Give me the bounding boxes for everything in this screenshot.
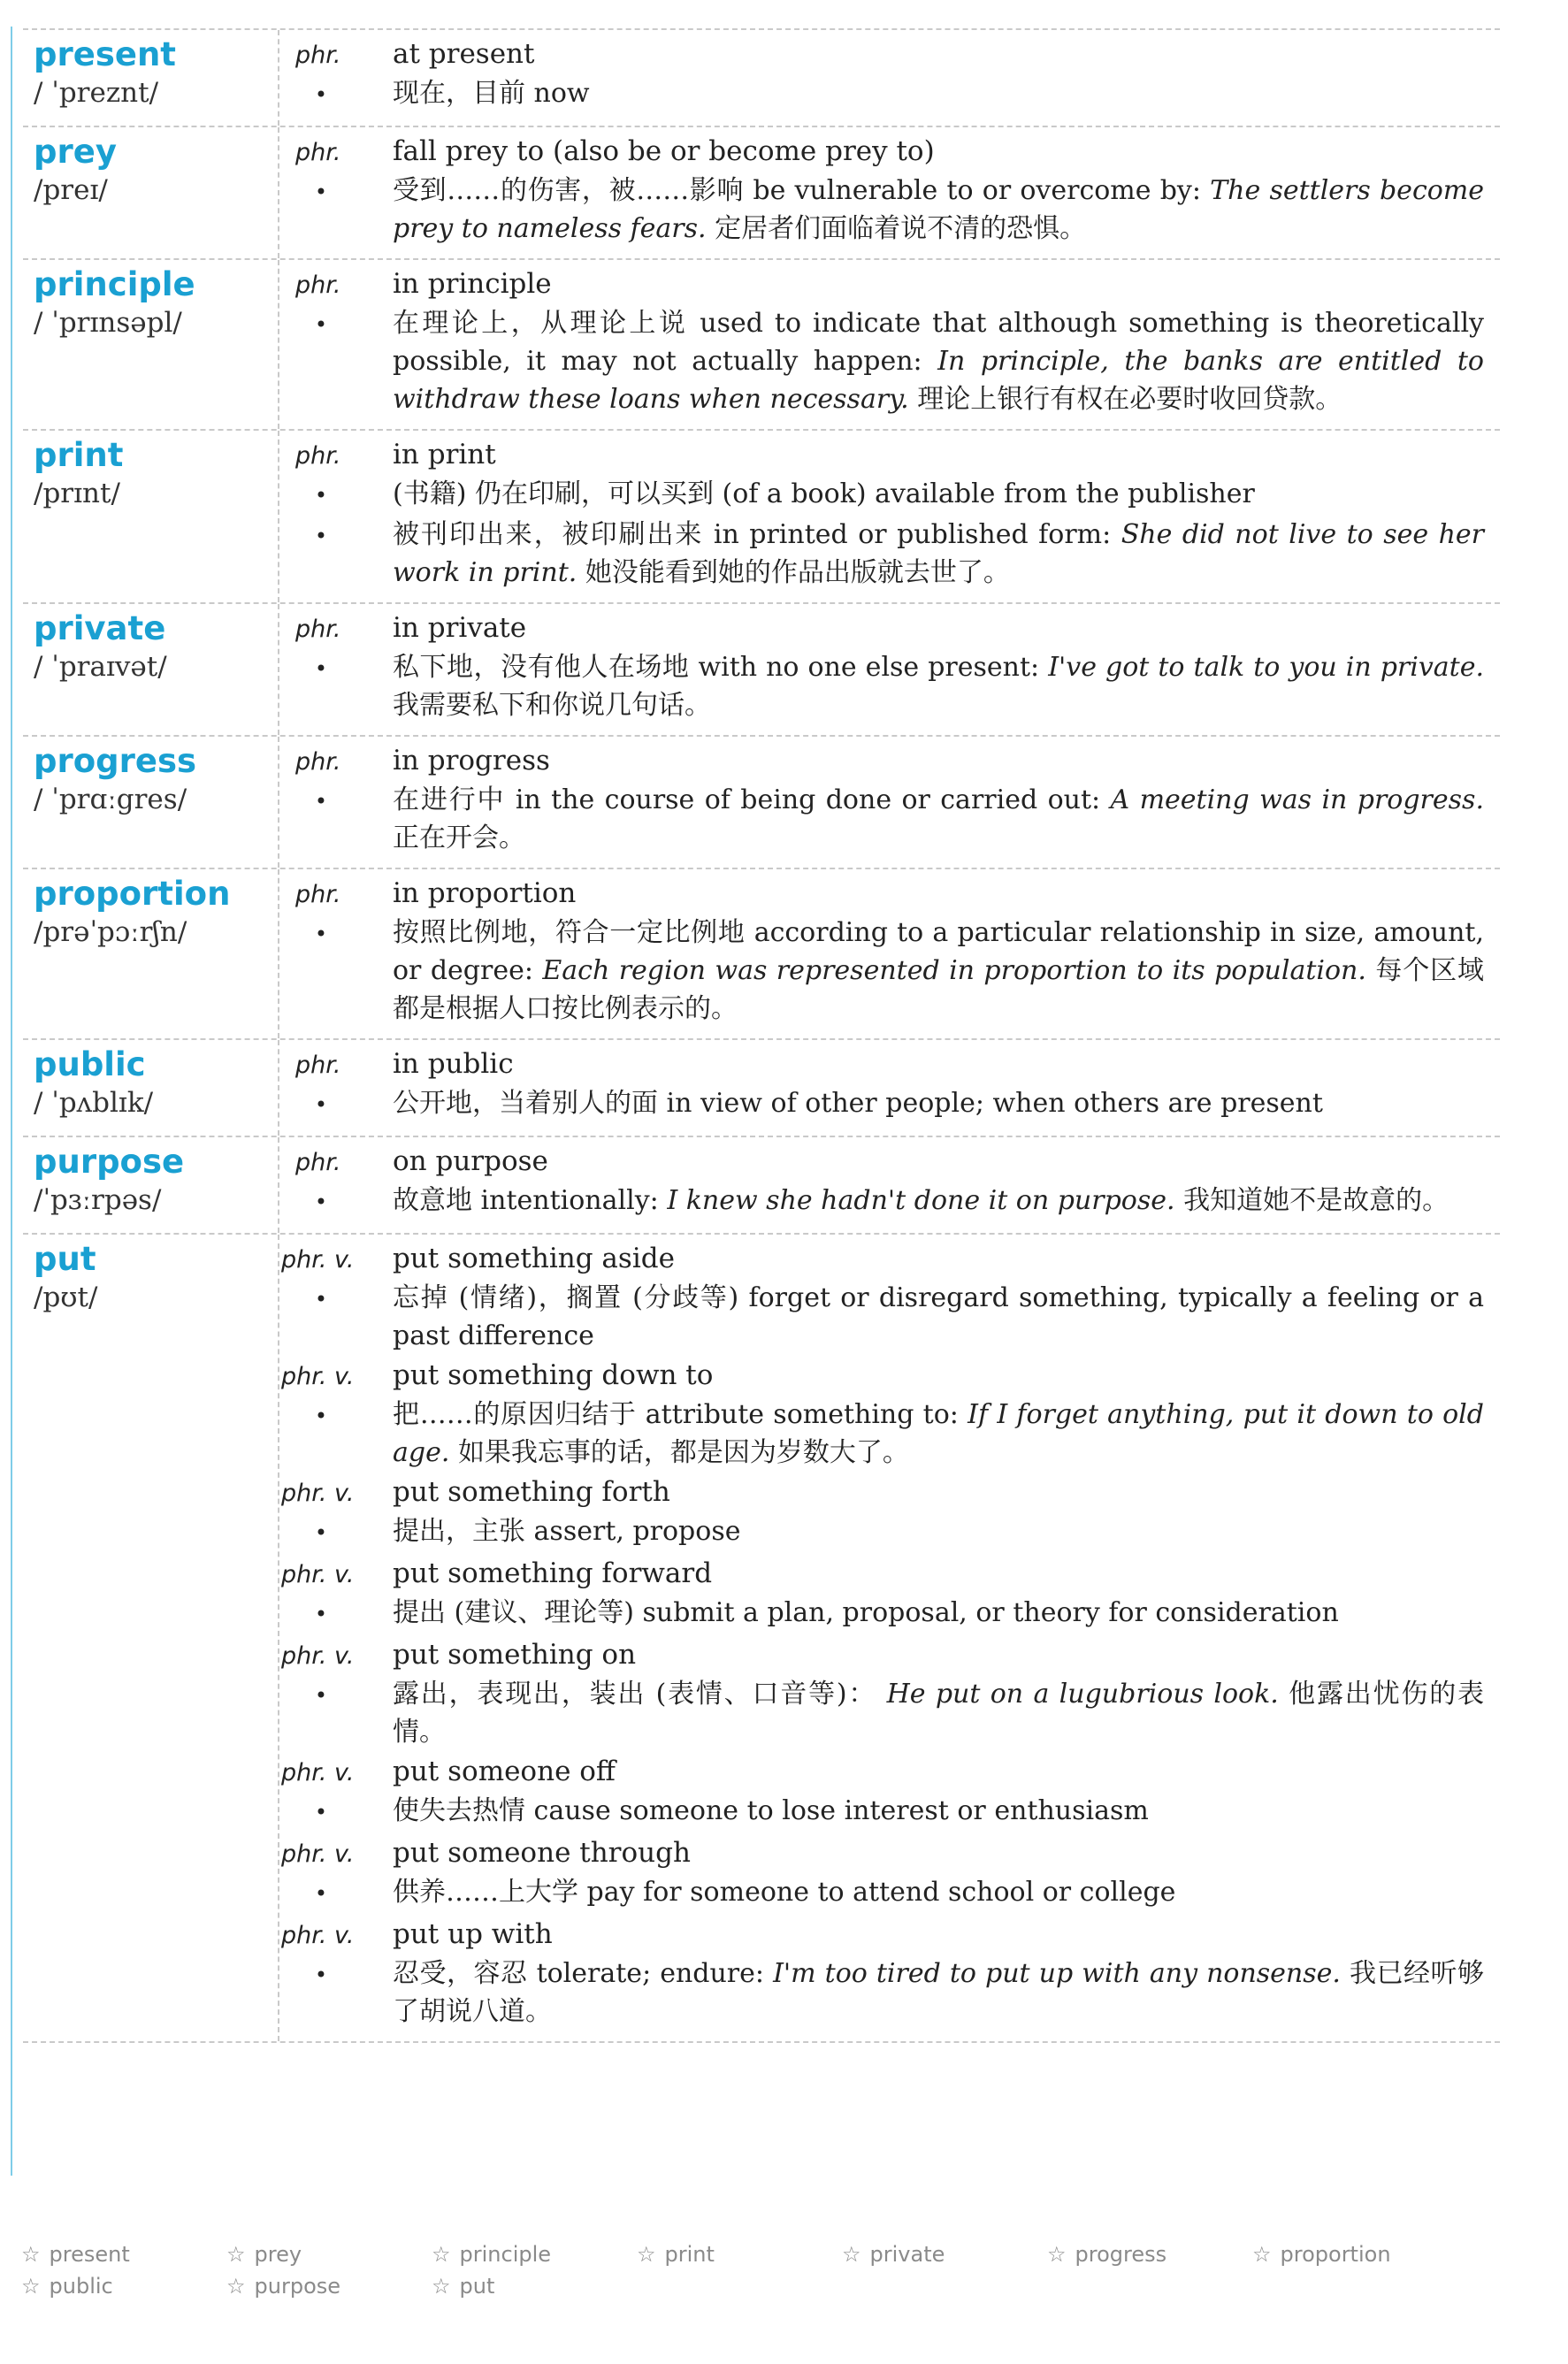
sense-block [290, 608, 1484, 724]
star-icon: ☆ [226, 2242, 246, 2267]
headword: present [34, 35, 176, 73]
example-sentence: Each region was represented in proportion to its population. [542, 955, 1366, 986]
definition [393, 1396, 1484, 1472]
headword-cell [23, 260, 279, 429]
part-of-speech-label: phr. [295, 881, 341, 908]
sense-block [281, 1472, 1484, 1553]
word-index-row [21, 2274, 1525, 2306]
star-icon: ☆ [432, 2274, 451, 2299]
entry-row [23, 1040, 1500, 1137]
bullet-icon: • [314, 789, 328, 814]
definition-english: be vulnerable to or overcome by: [753, 175, 1201, 206]
phrase: in principle [393, 268, 552, 300]
example-translation: 他露出忧伤的表情。 [393, 1679, 1484, 1748]
headword-cell [23, 127, 279, 258]
definition [393, 1512, 1484, 1550]
definition-chinese: 私下地，没有他人在场地 [393, 652, 690, 683]
headword: public [34, 1045, 146, 1083]
definition-english: in the course of being done or carried out: [515, 784, 1101, 815]
definition-cell [279, 30, 1500, 126]
headword: proportion [34, 875, 231, 913]
phrase: put something down to [393, 1359, 714, 1391]
pronunciation: / ˈprɪnsəpl/ [34, 307, 182, 339]
word-index-label: private [869, 2242, 945, 2267]
definition [393, 1675, 1484, 1751]
word-index-label: purpose [254, 2274, 341, 2299]
pronunciation: /preɪ/ [34, 174, 108, 206]
bullet-icon: • [314, 656, 328, 681]
entry-row [23, 30, 1500, 127]
definition-chinese: 露出，表现出，装出 (表情、口音等)： [393, 1679, 877, 1710]
definition-english: in view of other people; when others are present [666, 1088, 1323, 1119]
star-icon: ☆ [21, 2274, 41, 2299]
part-of-speech-label: phr. [295, 42, 341, 69]
example-translation: 她没能看到她的作品出版就去世了。 [585, 557, 1010, 588]
definition [393, 1182, 1484, 1220]
phrase: put something forth [393, 1476, 670, 1508]
headword: purpose [34, 1143, 185, 1181]
example-translation: 正在开会。 [393, 822, 525, 853]
definition-chinese: 忘掉 (情绪)，搁置 (分歧等) [393, 1282, 739, 1313]
headword-cell [23, 604, 279, 735]
phrase: at present [393, 38, 535, 70]
bullet-icon: • [314, 1092, 328, 1117]
definition-cell [279, 127, 1500, 258]
star-icon: ☆ [1047, 2242, 1067, 2267]
phrase: put up with [393, 1918, 553, 1950]
definition-english: pay for someone to attend school or college [586, 1877, 1176, 1908]
example-sentence: She did not live to see her work in print. [393, 519, 1484, 588]
headword-cell [23, 737, 279, 868]
phrase: in public [393, 1048, 514, 1080]
bullet-icon: • [314, 1602, 328, 1626]
sense-block [290, 873, 1484, 1028]
definition-chinese: 现在，目前 [393, 78, 525, 109]
part-of-speech-label: phr. v. [281, 1363, 355, 1390]
word-index-item [432, 2242, 637, 2274]
phrase: in print [393, 439, 496, 471]
word-index-item [1252, 2242, 1457, 2274]
bullet-icon: • [314, 922, 328, 946]
headword-cell [23, 30, 279, 126]
phrase: on purpose [393, 1145, 548, 1177]
pronunciation: / ˈpraɪvət/ [34, 651, 167, 683]
word-index-item [21, 2274, 226, 2306]
definition-chinese: (书籍) 仍在印刷，可以买到 [393, 478, 714, 509]
phrase: in private [393, 612, 527, 644]
part-of-speech-label: phr. v. [281, 1561, 355, 1588]
sense-block [281, 1553, 1484, 1634]
definition-cell [279, 431, 1500, 602]
part-of-speech-label: phr. v. [281, 1246, 355, 1274]
dictionary-list [23, 28, 1500, 2043]
definition-english: now [533, 78, 590, 109]
star-icon: ☆ [432, 2242, 451, 2267]
part-of-speech-label: phr. v. [281, 1642, 355, 1670]
example-translation: 定居者们面临着说不清的恐惧。 [715, 213, 1087, 244]
sense-block [290, 434, 1484, 592]
word-index-label: public [49, 2274, 113, 2299]
phrase: put someone through [393, 1837, 691, 1869]
definition-chinese: 忍受，容忍 [393, 1958, 528, 1989]
sense-block [290, 740, 1484, 857]
example-sentence: The settlers become prey to nameless fears. [393, 175, 1485, 244]
definition [393, 1594, 1484, 1632]
bullet-icon: • [314, 180, 328, 204]
headword-cell [23, 431, 279, 602]
part-of-speech-label: phr. [295, 139, 341, 166]
definition [393, 648, 1484, 724]
entry-row [23, 1137, 1500, 1235]
definition [393, 1792, 1484, 1830]
definition [393, 914, 1484, 1028]
word-index-label: print [664, 2242, 715, 2267]
bullet-icon: • [314, 1800, 328, 1825]
example-sentence: He put on a lugubrious look. [886, 1679, 1279, 1710]
entry-row [23, 604, 1500, 737]
star-icon: ☆ [21, 2242, 41, 2267]
word-index-item [432, 2274, 637, 2306]
definition-cell [279, 1137, 1500, 1233]
phrase: fall prey to (also be or become prey to) [393, 135, 935, 167]
definition-cell [279, 1235, 1500, 2041]
sense-block [290, 1044, 1484, 1125]
example-sentence: I knew she hadn't done it on purpose. [667, 1185, 1175, 1216]
word-index-item [226, 2274, 432, 2306]
pronunciation: / ˈprɑːgres/ [34, 784, 187, 815]
pronunciation: / ˈpreznt/ [34, 77, 159, 109]
word-index-label: principle [459, 2242, 552, 2267]
example-translation: 我需要私下和你说几句话。 [393, 690, 711, 721]
definition-english: in printed or published form: [713, 519, 1112, 550]
definition [393, 516, 1484, 592]
phrase: put something forward [393, 1557, 713, 1589]
sense-block [281, 1832, 1484, 1914]
bullet-icon: • [314, 1962, 328, 1987]
headword: principle [34, 265, 195, 303]
definition-chinese: 提出，主张 [393, 1516, 525, 1547]
entry-row [23, 1235, 1500, 2043]
star-icon: ☆ [1252, 2242, 1272, 2267]
definition [393, 172, 1484, 248]
sense-block [281, 1634, 1484, 1751]
pronunciation: /pʊt/ [34, 1281, 98, 1313]
star-icon: ☆ [842, 2242, 861, 2267]
phrase: in proportion [393, 877, 577, 909]
definition-chinese: 在进行中 [393, 784, 506, 815]
sense-block [290, 1141, 1484, 1222]
example-sentence: If I forget anything, put it down to old age. [393, 1399, 1484, 1468]
definition-english: with no one else present: [698, 652, 1040, 683]
part-of-speech-label: phr. [295, 616, 341, 643]
word-index-label: put [459, 2274, 495, 2299]
word-index-label: present [49, 2242, 130, 2267]
definition-english: used to indicate that although something is theoretically possible, it may not actually happen: [393, 308, 1484, 377]
example-sentence: In principle, the banks are entitled to withdraw these loans when necessary. [393, 346, 1484, 415]
pronunciation: / ˈpʌblɪk/ [34, 1087, 154, 1119]
bullet-icon: • [314, 1881, 328, 1906]
definition [393, 1279, 1484, 1355]
definition-cell [279, 604, 1500, 735]
example-translation: 我知道她不是故意的。 [1183, 1185, 1449, 1216]
definition-cell [279, 869, 1500, 1038]
phrase: put something aside [393, 1243, 675, 1274]
bullet-icon: • [314, 1683, 328, 1708]
sense-block [281, 1238, 1484, 1355]
definition-english: cause someone to lose interest or enthusiasm [533, 1795, 1149, 1826]
definition-english: tolerate; endure: [536, 1958, 765, 1989]
pronunciation: /ˈpɜːrpəs/ [34, 1184, 162, 1216]
phrase: put someone off [393, 1756, 616, 1787]
definition-chinese: 被刊印出来，被印刷出来 [393, 519, 704, 550]
pronunciation: /prəˈpɔːrʃn/ [34, 916, 187, 948]
definition-cell [279, 1040, 1500, 1136]
headword: progress [34, 742, 197, 780]
sense-block [290, 34, 1484, 115]
example-sentence: I'm too tired to put up with any nonsense. [773, 1958, 1341, 1989]
definition-chinese: 受到……的伤害，被……影响 [393, 175, 745, 206]
bullet-icon: • [314, 1287, 328, 1312]
word-index-item [637, 2242, 842, 2274]
word-index-label: prey [254, 2242, 302, 2267]
part-of-speech-label: phr. v. [281, 1922, 355, 1949]
definition [393, 475, 1484, 513]
word-index-item [842, 2242, 1047, 2274]
part-of-speech-label: phr. [295, 442, 341, 470]
word-index-item [226, 2242, 432, 2274]
bullet-icon: • [314, 1404, 328, 1428]
definition [393, 781, 1484, 857]
sense-block [281, 1355, 1484, 1472]
definition [393, 1955, 1484, 2031]
definition [393, 1873, 1484, 1911]
headword: print [34, 436, 124, 474]
left-margin-rule [11, 27, 12, 2176]
definition [393, 304, 1484, 418]
pronunciation: /prɪnt/ [34, 478, 120, 509]
headword-cell [23, 869, 279, 1038]
bullet-icon: • [314, 312, 328, 337]
part-of-speech-label: phr. [295, 1052, 341, 1079]
definition-chinese: 把……的原因归结于 [393, 1399, 637, 1430]
part-of-speech-label: phr. v. [281, 1840, 355, 1868]
definition-chinese: 在理论上，从理论上说 [393, 308, 689, 339]
definition-chinese: 公开地，当着别人的面 [393, 1088, 658, 1119]
definition-english: assert, propose [533, 1516, 741, 1547]
phrase: put something on [393, 1639, 637, 1671]
bullet-icon: • [314, 1190, 328, 1214]
entry-row [23, 127, 1500, 260]
headword: private [34, 609, 166, 647]
headword: prey [34, 133, 117, 171]
word-index-item [1047, 2242, 1252, 2274]
word-index-item [21, 2242, 226, 2274]
bullet-icon: • [314, 483, 328, 508]
bullet-icon: • [314, 1520, 328, 1545]
definition-english: attribute something to: [645, 1399, 959, 1430]
definition-chinese: 供养……上大学 [393, 1877, 578, 1908]
entry-row [23, 869, 1500, 1040]
definition-english: submit a plan, proposal, or theory for consideration [642, 1597, 1339, 1628]
example-sentence: I've got to talk to you in private. [1048, 652, 1485, 683]
word-index-row [21, 2242, 1525, 2274]
word-index-label: progress [1075, 2242, 1167, 2267]
definition-cell [279, 260, 1500, 429]
definition-chinese: 按照比例地，符合一定比例地 [393, 917, 746, 948]
example-translation: 如果我忘事的话，都是因为岁数大了。 [457, 1437, 909, 1468]
definition [393, 1084, 1484, 1122]
word-index-footer [21, 2242, 1525, 2306]
entry-row [23, 737, 1500, 869]
part-of-speech-label: phr. [295, 272, 341, 299]
example-sentence: A meeting was in progress. [1110, 784, 1484, 815]
star-icon: ☆ [226, 2274, 246, 2299]
sense-block [281, 1751, 1484, 1832]
star-icon: ☆ [637, 2242, 656, 2267]
definition-chinese: 提出 (建议、理论等) [393, 1597, 634, 1628]
bullet-icon: • [314, 82, 328, 107]
definition-english: forget or disregard something, typically a feeling or a past difference [393, 1282, 1484, 1351]
headword-cell [23, 1235, 279, 2041]
example-translation: 我已经听够了胡说八道。 [393, 1958, 1484, 2027]
definition-chinese: 使失去热情 [393, 1795, 525, 1826]
part-of-speech-label: phr. v. [281, 1759, 355, 1786]
definition-english: (of a book) available from the publisher [722, 478, 1255, 509]
entry-row [23, 260, 1500, 431]
part-of-speech-label: phr. [295, 748, 341, 776]
phrase: in progress [393, 745, 550, 777]
example-translation: 每个区域都是根据人口按比例表示的。 [393, 955, 1484, 1024]
entry-row [23, 431, 1500, 604]
definition-english: intentionally: [480, 1185, 659, 1216]
sense-block [290, 264, 1484, 418]
definition-english: according to a particular relationship in size, amount, or degree: [393, 917, 1485, 986]
sense-block [281, 1914, 1484, 2031]
part-of-speech-label: phr. v. [281, 1480, 355, 1507]
word-index-label: proportion [1280, 2242, 1391, 2267]
definition [393, 74, 1484, 112]
definition-cell [279, 737, 1500, 868]
part-of-speech-label: phr. [295, 1149, 341, 1176]
headword-cell [23, 1137, 279, 1233]
definition-chinese: 故意地 [393, 1185, 472, 1216]
bullet-icon: • [314, 524, 328, 548]
headword: put [34, 1240, 96, 1278]
headword-cell [23, 1040, 279, 1136]
example-translation: 理论上银行有权在必要时收回贷款。 [917, 384, 1342, 415]
sense-block [290, 131, 1484, 248]
